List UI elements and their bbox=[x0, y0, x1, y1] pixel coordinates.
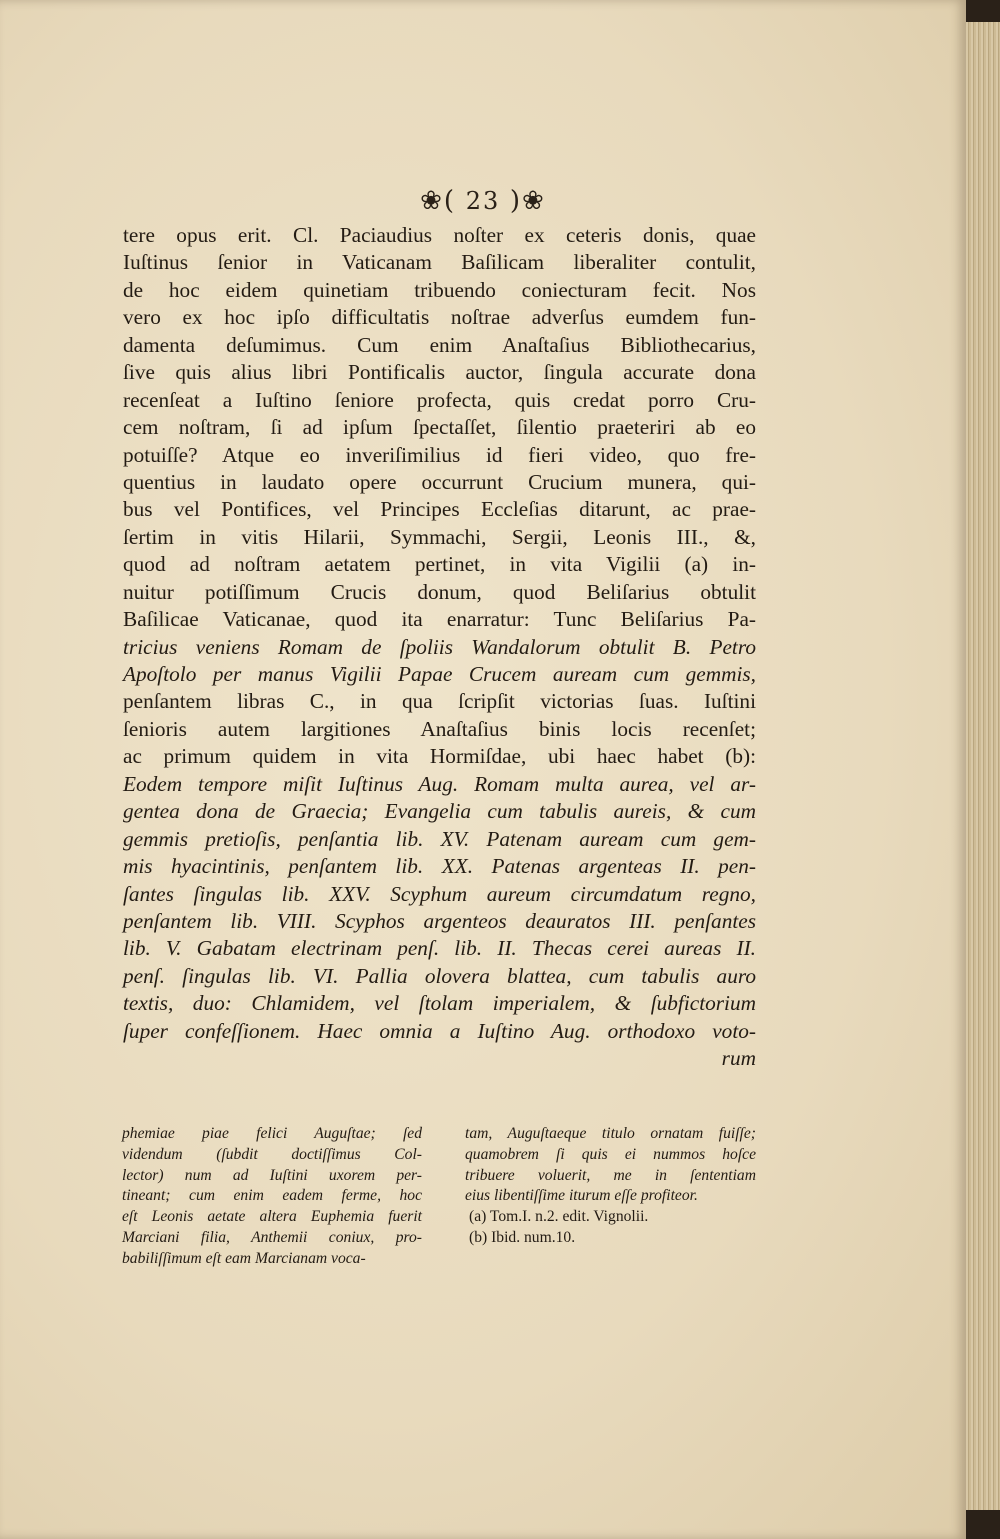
text-line: quod ad noſtram aetatem pertinet, in vita Vigilii (a) in- bbox=[123, 552, 756, 577]
text-line: tricius veniens Romam de ſpoliis Wandalorum obtulit B. Petro bbox=[123, 634, 756, 659]
note-line: babiliſſimum eſt eam Marcianam voca- bbox=[122, 1249, 366, 1267]
text-line: vero ex hoc ipſo difficultatis noſtrae adverſus eumdem fun- bbox=[123, 305, 756, 330]
note-line: phemiae piae felici Auguſtae; ſed bbox=[122, 1125, 422, 1142]
text-line: Iuſtinus ſenior in Vaticanam Baſilicam liberaliter contulit, bbox=[123, 250, 756, 275]
note-line: eius libentiſſime iturum eſſe profiteor. bbox=[465, 1187, 698, 1205]
text-line: ſertim in vitis Hilarii, Symmachi, Sergii, Leonis III., &, bbox=[123, 524, 756, 549]
note-line: lector) num ad Iuſtini uxorem per- bbox=[122, 1166, 422, 1184]
page-number: 23 bbox=[465, 187, 501, 215]
ornament-left-icon: ❀( bbox=[420, 186, 457, 216]
main-text bbox=[123, 222, 756, 1073]
text-line: cem noſtram, ſi ad ipſum ſpectaſſet, ſilentio praeteriri ab eo bbox=[123, 415, 756, 440]
text-line: gentea dona de Graecia; Evangelia cum tabulis aureis, & cum bbox=[123, 799, 756, 824]
page-header bbox=[0, 186, 966, 216]
background-bottom bbox=[966, 1510, 1000, 1539]
note-line: eſt Leonis aetate altera Euphemia fuerit bbox=[122, 1208, 422, 1226]
text-line: textis, duo: Chlamidem, vel ſtolam imperialem, & ſubfictorium bbox=[123, 991, 756, 1016]
text-line: bus vel Pontifices, vel Principes Eccleſias ditarunt, ac prae- bbox=[123, 497, 756, 522]
footnote: (b) Ibid. num.10. bbox=[469, 1228, 576, 1246]
text-line: Baſilicae Vaticanae, quod ita enarratur: Tunc Beliſarius Pa- bbox=[123, 607, 756, 632]
text-line: quentius in laudato opere occurrunt Crucium munera, qui- bbox=[123, 469, 756, 494]
text-line: penſantem libras C., in qua ſcripſit victorias ſuas. Iuſtini bbox=[123, 689, 756, 714]
text-line: penſantem lib. VIII. Scyphos argenteos deauratos III. penſantes bbox=[123, 908, 756, 933]
footnote-column-right bbox=[465, 1124, 756, 1249]
text-line: ac primum quidem in vita Hormiſdae, ubi haec habet (b): bbox=[123, 744, 756, 769]
text-line: nuitur potiſſimum Crucis donum, quod Beliſarius obtulit bbox=[123, 579, 756, 604]
background-top bbox=[966, 0, 1000, 22]
text-line: ſuper confeſſionem. Haec omnia a Iuſtino Aug. orthodoxo voto- bbox=[123, 1018, 756, 1043]
note-line: quamobrem ſi quis ei nummos hoſce bbox=[465, 1145, 756, 1163]
text-line: Eodem tempore miſit Iuſtinus Aug. Romam multa aurea, vel ar- bbox=[123, 771, 756, 796]
text-line: ſenioris autem largitiones Anaſtaſius binis locis recenſet; bbox=[123, 716, 756, 741]
footnote: (a) Tom.I. n.2. edit. Vignolii. bbox=[469, 1208, 649, 1226]
footnote-column-left bbox=[122, 1124, 422, 1270]
text-line: lib. V. Gabatam electrinam penſ. lib. II. Thecas cerei aureas II. bbox=[123, 936, 756, 961]
text-line: mis hyacintinis, penſantem lib. XX. Patenas argenteas II. pen- bbox=[123, 854, 756, 879]
text-line: gemmis pretioſis, penſantia lib. XV. Patenam auream cum gem- bbox=[123, 826, 756, 851]
note-line: tineant; cum enim eadem ferme, hoc bbox=[122, 1187, 422, 1205]
text-line: potuiſſe? Atque eo inveriſimilius id fieri video, quo fre- bbox=[123, 442, 756, 467]
text-line: tere opus erit. Cl. Paciaudius noſter ex ceteris donis, quae bbox=[123, 223, 756, 247]
text-line: penſ. ſingulas lib. VI. Pallia olovera blattea, cum tabulis auro bbox=[123, 963, 756, 988]
note-line: Marciani filia, Anthemii coniux, pro- bbox=[122, 1228, 422, 1246]
text-line: rum bbox=[721, 1046, 756, 1071]
text-line: damenta deſumimus. Cum enim Anaſtaſius Bibliothecarius, bbox=[123, 332, 756, 357]
text-line: Apoſtolo per manus Vigilii Papae Crucem auream cum gemmis, bbox=[123, 662, 756, 686]
text-line: de hoc eidem quinetiam tribuendo coniecturam fecit. Nos bbox=[123, 277, 756, 302]
page-edge bbox=[966, 0, 1000, 1539]
note-line: tam, Auguſtaeque titulo ornatam fuiſſe; bbox=[465, 1125, 756, 1142]
ornament-right-icon: )❀ bbox=[509, 186, 546, 216]
text-line: ſive quis alius libri Pontificalis auctor, ſingula accurate dona bbox=[123, 360, 756, 385]
note-line: videndum (ſubdit doctiſſimus Col- bbox=[122, 1145, 422, 1163]
text-line: recenſeat a Iuſtino ſeniore profecta, quis credat porro Cru- bbox=[123, 387, 756, 412]
text-line: ſantes ſingulas lib. XXV. Scyphum aureum circumdatum regno, bbox=[123, 881, 756, 906]
note-line: tribuere voluerit, me in ſententiam bbox=[465, 1166, 756, 1184]
